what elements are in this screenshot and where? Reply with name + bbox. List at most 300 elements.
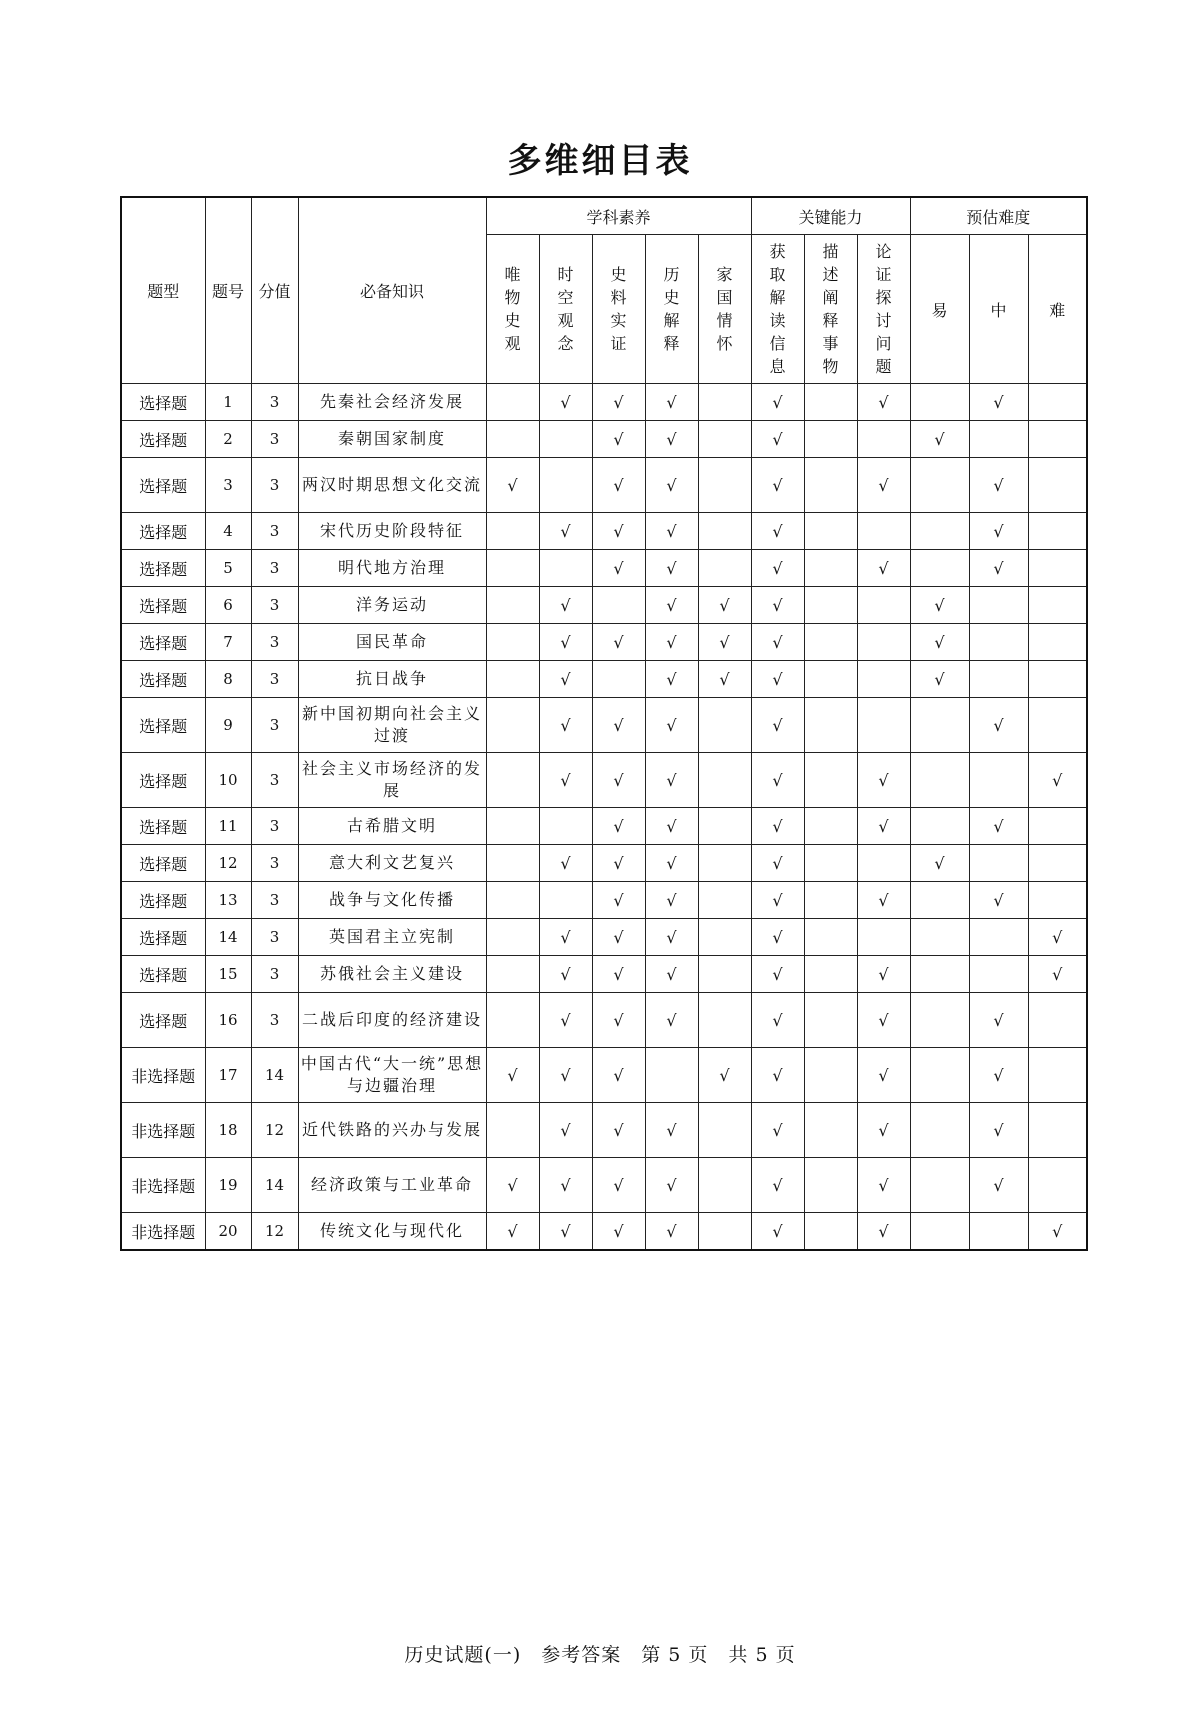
cell-mark: [857, 587, 910, 624]
cell-mark: [1028, 1158, 1087, 1213]
cell-mark: [910, 1158, 969, 1213]
table-row: [121, 550, 1087, 587]
cell-score: 3: [251, 384, 298, 421]
cell-mark: [486, 1048, 539, 1103]
cell-mark: [1028, 919, 1087, 956]
check-mark: √: [772, 927, 783, 947]
cell-mark: [486, 698, 539, 753]
cell-mark: [1028, 1103, 1087, 1158]
page-footer: 历史试题(一) 参考答案 第 5 页 共 5 页: [404, 1644, 796, 1666]
header-literacy-group: 学科素养: [486, 197, 751, 235]
check-mark: √: [934, 853, 945, 873]
cell-mark: [857, 845, 910, 882]
table-row: [121, 1103, 1087, 1158]
cell-num: 6: [205, 587, 251, 624]
check-mark: √: [613, 632, 624, 652]
cell-mark: [1028, 845, 1087, 882]
cell-knowledge: 社会主义市场经济的发展: [298, 753, 486, 808]
cell-mark: [698, 513, 751, 550]
cell-mark: [910, 845, 969, 882]
cell-type: 选择题: [121, 421, 205, 458]
table-row: [121, 956, 1087, 993]
cell-mark: [804, 1213, 857, 1251]
cell-mark: [969, 753, 1028, 808]
cell-score: 3: [251, 808, 298, 845]
cell-mark: [804, 993, 857, 1048]
cell-mark: [1028, 587, 1087, 624]
check-mark: √: [560, 1175, 571, 1195]
cell-mark: [645, 1048, 698, 1103]
cell-score: 3: [251, 956, 298, 993]
cell-mark: [539, 661, 592, 698]
check-mark: √: [772, 669, 783, 689]
cell-mark: [592, 661, 645, 698]
header-difficulty-easy: 易: [910, 235, 969, 384]
table-row: [121, 808, 1087, 845]
cell-score: 3: [251, 882, 298, 919]
cell-type: 选择题: [121, 919, 205, 956]
check-mark: √: [613, 715, 624, 735]
cell-mark: [592, 993, 645, 1048]
cell-knowledge: 近代铁路的兴办与发展: [298, 1103, 486, 1158]
cell-mark: [857, 753, 910, 808]
check-mark: √: [560, 715, 571, 735]
cell-mark: [910, 956, 969, 993]
cell-mark: [857, 458, 910, 513]
check-mark: √: [878, 1010, 889, 1030]
check-mark: √: [560, 1120, 571, 1140]
check-mark: √: [772, 521, 783, 541]
cell-mark: [539, 624, 592, 661]
cell-knowledge: 苏俄社会主义建设: [298, 956, 486, 993]
cell-knowledge: 抗日战争: [298, 661, 486, 698]
cell-mark: [592, 421, 645, 458]
check-mark: √: [993, 1065, 1004, 1085]
cell-mark: [539, 384, 592, 421]
check-mark: √: [993, 475, 1004, 495]
cell-num: 14: [205, 919, 251, 956]
cell-mark: [804, 513, 857, 550]
cell-mark: [857, 421, 910, 458]
cell-knowledge: 二战后印度的经济建设: [298, 993, 486, 1048]
cell-num: 15: [205, 956, 251, 993]
cell-num: 9: [205, 698, 251, 753]
table-row: [121, 1048, 1087, 1103]
cell-mark: [1028, 513, 1087, 550]
cell-mark: [751, 1158, 804, 1213]
cell-mark: [804, 1103, 857, 1158]
table-row: [121, 624, 1087, 661]
cell-mark: [592, 1213, 645, 1251]
cell-mark: [969, 698, 1028, 753]
cell-mark: [1028, 624, 1087, 661]
header-literacy-5: 家国情怀: [698, 235, 751, 384]
cell-mark: [751, 587, 804, 624]
cell-mark: [645, 587, 698, 624]
cell-mark: [1028, 1048, 1087, 1103]
cell-mark: [698, 753, 751, 808]
cell-mark: [804, 458, 857, 513]
cell-mark: [486, 753, 539, 808]
check-mark: √: [666, 521, 677, 541]
cell-mark: [539, 1103, 592, 1158]
check-mark: √: [613, 890, 624, 910]
header-num: 题号: [205, 197, 251, 384]
check-mark: √: [613, 521, 624, 541]
cell-mark: [539, 550, 592, 587]
cell-mark: [486, 661, 539, 698]
check-mark: √: [772, 429, 783, 449]
cell-score: 3: [251, 661, 298, 698]
check-mark: √: [772, 1175, 783, 1195]
check-mark: √: [613, 770, 624, 790]
cell-mark: [698, 587, 751, 624]
check-mark: √: [878, 890, 889, 910]
cell-mark: [486, 421, 539, 458]
check-mark: √: [560, 392, 571, 412]
check-mark: √: [666, 558, 677, 578]
cell-mark: [910, 458, 969, 513]
check-mark: √: [560, 1065, 571, 1085]
cell-mark: [910, 698, 969, 753]
cell-mark: [751, 1048, 804, 1103]
cell-mark: [910, 661, 969, 698]
cell-mark: [910, 882, 969, 919]
cell-mark: [486, 1103, 539, 1158]
cell-mark: [539, 698, 592, 753]
cell-knowledge: 中国古代“大一统”思想与边疆治理: [298, 1048, 486, 1103]
cell-score: 3: [251, 421, 298, 458]
cell-mark: [698, 845, 751, 882]
cell-mark: [486, 384, 539, 421]
cell-mark: [804, 808, 857, 845]
cell-mark: [857, 661, 910, 698]
check-mark: √: [666, 927, 677, 947]
cell-mark: [969, 587, 1028, 624]
cell-mark: [1028, 458, 1087, 513]
cell-mark: [645, 1103, 698, 1158]
cell-mark: [645, 1213, 698, 1251]
cell-mark: [645, 1158, 698, 1213]
cell-type: 选择题: [121, 753, 205, 808]
cell-mark: [751, 993, 804, 1048]
cell-mark: [804, 421, 857, 458]
cell-num: 3: [205, 458, 251, 513]
cell-mark: [969, 1103, 1028, 1158]
cell-mark: [645, 808, 698, 845]
cell-num: 10: [205, 753, 251, 808]
cell-num: 12: [205, 845, 251, 882]
cell-mark: [698, 1048, 751, 1103]
cell-mark: [804, 624, 857, 661]
check-mark: √: [993, 1175, 1004, 1195]
cell-mark: [857, 882, 910, 919]
cell-mark: [751, 1103, 804, 1158]
cell-mark: [539, 513, 592, 550]
cell-mark: [592, 882, 645, 919]
cell-mark: [539, 1213, 592, 1251]
header-ability-2: 描述阐释事物: [804, 235, 857, 384]
cell-mark: [969, 882, 1028, 919]
cell-knowledge: 英国君主立宪制: [298, 919, 486, 956]
cell-mark: [804, 550, 857, 587]
cell-mark: [804, 1158, 857, 1213]
cell-mark: [1028, 993, 1087, 1048]
cell-mark: [486, 624, 539, 661]
check-mark: √: [613, 927, 624, 947]
cell-mark: [751, 550, 804, 587]
check-mark: √: [772, 1065, 783, 1085]
check-mark: √: [1052, 927, 1063, 947]
cell-mark: [857, 1158, 910, 1213]
specification-table: [120, 196, 1088, 1251]
cell-mark: [539, 1158, 592, 1213]
cell-mark: [804, 882, 857, 919]
cell-mark: [857, 550, 910, 587]
cell-score: 3: [251, 919, 298, 956]
check-mark: √: [772, 595, 783, 615]
check-mark: √: [613, 429, 624, 449]
cell-mark: [698, 458, 751, 513]
cell-mark: [539, 458, 592, 513]
check-mark: √: [878, 770, 889, 790]
check-mark: √: [772, 853, 783, 873]
check-mark: √: [719, 1065, 730, 1085]
cell-mark: [969, 458, 1028, 513]
cell-mark: [539, 882, 592, 919]
cell-mark: [969, 956, 1028, 993]
check-mark: √: [719, 669, 730, 689]
cell-score: 3: [251, 845, 298, 882]
check-mark: √: [993, 392, 1004, 412]
cell-mark: [645, 421, 698, 458]
cell-mark: [592, 550, 645, 587]
check-mark: √: [934, 632, 945, 652]
cell-mark: [645, 624, 698, 661]
cell-mark: [969, 384, 1028, 421]
cell-mark: [539, 421, 592, 458]
cell-mark: [751, 919, 804, 956]
cell-mark: [751, 753, 804, 808]
cell-mark: [645, 882, 698, 919]
check-mark: √: [560, 770, 571, 790]
cell-mark: [910, 993, 969, 1048]
cell-mark: [910, 587, 969, 624]
cell-mark: [698, 882, 751, 919]
cell-mark: [592, 624, 645, 661]
check-mark: √: [560, 595, 571, 615]
cell-knowledge: 宋代历史阶段特征: [298, 513, 486, 550]
page-title: 多维细目表: [507, 141, 693, 181]
check-mark: √: [666, 595, 677, 615]
header-ability-group: 关键能力: [751, 197, 910, 235]
cell-mark: [857, 1213, 910, 1251]
cell-mark: [539, 808, 592, 845]
cell-mark: [698, 1103, 751, 1158]
cell-num: 5: [205, 550, 251, 587]
cell-num: 17: [205, 1048, 251, 1103]
table-row: [121, 993, 1087, 1048]
cell-mark: [1028, 661, 1087, 698]
cell-mark: [969, 919, 1028, 956]
check-mark: √: [666, 1175, 677, 1195]
table-row: [121, 587, 1087, 624]
check-mark: √: [772, 770, 783, 790]
check-mark: √: [772, 964, 783, 984]
cell-score: 3: [251, 753, 298, 808]
cell-mark: [592, 458, 645, 513]
check-mark: √: [613, 853, 624, 873]
cell-num: 8: [205, 661, 251, 698]
cell-mark: [698, 993, 751, 1048]
cell-mark: [969, 421, 1028, 458]
check-mark: √: [878, 1065, 889, 1085]
cell-mark: [592, 919, 645, 956]
cell-mark: [751, 421, 804, 458]
cell-mark: [486, 550, 539, 587]
cell-mark: [592, 698, 645, 753]
check-mark: √: [666, 715, 677, 735]
cell-knowledge: 先秦社会经济发展: [298, 384, 486, 421]
cell-mark: [486, 956, 539, 993]
check-mark: √: [772, 890, 783, 910]
cell-mark: [698, 919, 751, 956]
check-mark: √: [560, 669, 571, 689]
cell-mark: [910, 513, 969, 550]
cell-type: 选择题: [121, 458, 205, 513]
cell-mark: [910, 753, 969, 808]
cell-mark: [698, 956, 751, 993]
cell-mark: [1028, 384, 1087, 421]
cell-mark: [857, 384, 910, 421]
check-mark: √: [613, 1175, 624, 1195]
check-mark: √: [772, 392, 783, 412]
cell-knowledge: 秦朝国家制度: [298, 421, 486, 458]
cell-mark: [592, 1103, 645, 1158]
cell-mark: [592, 808, 645, 845]
check-mark: √: [934, 429, 945, 449]
table-row: [121, 384, 1087, 421]
check-mark: √: [719, 595, 730, 615]
cell-type: 非选择题: [121, 1103, 205, 1158]
cell-mark: [910, 808, 969, 845]
cell-mark: [1028, 882, 1087, 919]
cell-num: 19: [205, 1158, 251, 1213]
cell-mark: [804, 845, 857, 882]
table-body: [121, 384, 1087, 1251]
cell-mark: [645, 513, 698, 550]
table-row: [121, 421, 1087, 458]
check-mark: √: [772, 715, 783, 735]
cell-mark: [698, 1158, 751, 1213]
header-knowledge: 必备知识: [298, 197, 486, 384]
check-mark: √: [666, 853, 677, 873]
cell-mark: [857, 993, 910, 1048]
cell-mark: [751, 845, 804, 882]
cell-mark: [645, 753, 698, 808]
check-mark: √: [613, 1120, 624, 1140]
header-ability-3: 论证探讨问题: [857, 235, 910, 384]
cell-mark: [486, 882, 539, 919]
table-row: [121, 698, 1087, 753]
check-mark: √: [993, 890, 1004, 910]
header-type: 题型: [121, 197, 205, 384]
cell-knowledge: 经济政策与工业革命: [298, 1158, 486, 1213]
cell-score: 12: [251, 1103, 298, 1158]
check-mark: √: [993, 715, 1004, 735]
check-mark: √: [772, 475, 783, 495]
cell-mark: [1028, 808, 1087, 845]
cell-mark: [751, 513, 804, 550]
cell-mark: [645, 698, 698, 753]
check-mark: √: [993, 816, 1004, 836]
check-mark: √: [772, 632, 783, 652]
cell-type: 选择题: [121, 956, 205, 993]
cell-mark: [804, 956, 857, 993]
cell-mark: [857, 1103, 910, 1158]
cell-mark: [486, 808, 539, 845]
cell-mark: [751, 458, 804, 513]
cell-mark: [539, 1048, 592, 1103]
cell-score: 3: [251, 624, 298, 661]
cell-mark: [857, 808, 910, 845]
check-mark: √: [666, 475, 677, 495]
header-literacy-3: 史料实证: [592, 235, 645, 384]
check-mark: √: [666, 392, 677, 412]
cell-mark: [804, 698, 857, 753]
check-mark: √: [934, 669, 945, 689]
check-mark: √: [507, 1221, 518, 1241]
cell-mark: [645, 993, 698, 1048]
cell-mark: [698, 1213, 751, 1251]
cell-mark: [910, 550, 969, 587]
cell-mark: [969, 550, 1028, 587]
check-mark: √: [878, 816, 889, 836]
check-mark: √: [613, 558, 624, 578]
cell-type: 选择题: [121, 550, 205, 587]
check-mark: √: [666, 964, 677, 984]
check-mark: √: [772, 558, 783, 578]
header-literacy-1: 唯物史观: [486, 235, 539, 384]
check-mark: √: [993, 521, 1004, 541]
cell-mark: [910, 421, 969, 458]
cell-mark: [592, 384, 645, 421]
check-mark: √: [507, 475, 518, 495]
check-mark: √: [560, 1010, 571, 1030]
check-mark: √: [719, 632, 730, 652]
check-mark: √: [666, 816, 677, 836]
cell-type: 选择题: [121, 624, 205, 661]
cell-mark: [969, 993, 1028, 1048]
cell-mark: [969, 1158, 1028, 1213]
cell-mark: [698, 661, 751, 698]
cell-knowledge: 国民革命: [298, 624, 486, 661]
cell-mark: [857, 919, 910, 956]
cell-mark: [486, 587, 539, 624]
cell-mark: [751, 808, 804, 845]
cell-mark: [592, 845, 645, 882]
cell-mark: [857, 624, 910, 661]
cell-mark: [592, 956, 645, 993]
cell-mark: [645, 458, 698, 513]
cell-mark: [486, 993, 539, 1048]
check-mark: √: [560, 853, 571, 873]
cell-type: 选择题: [121, 993, 205, 1048]
cell-type: 选择题: [121, 808, 205, 845]
cell-score: 3: [251, 550, 298, 587]
cell-knowledge: 古希腊文明: [298, 808, 486, 845]
cell-mark: [969, 513, 1028, 550]
